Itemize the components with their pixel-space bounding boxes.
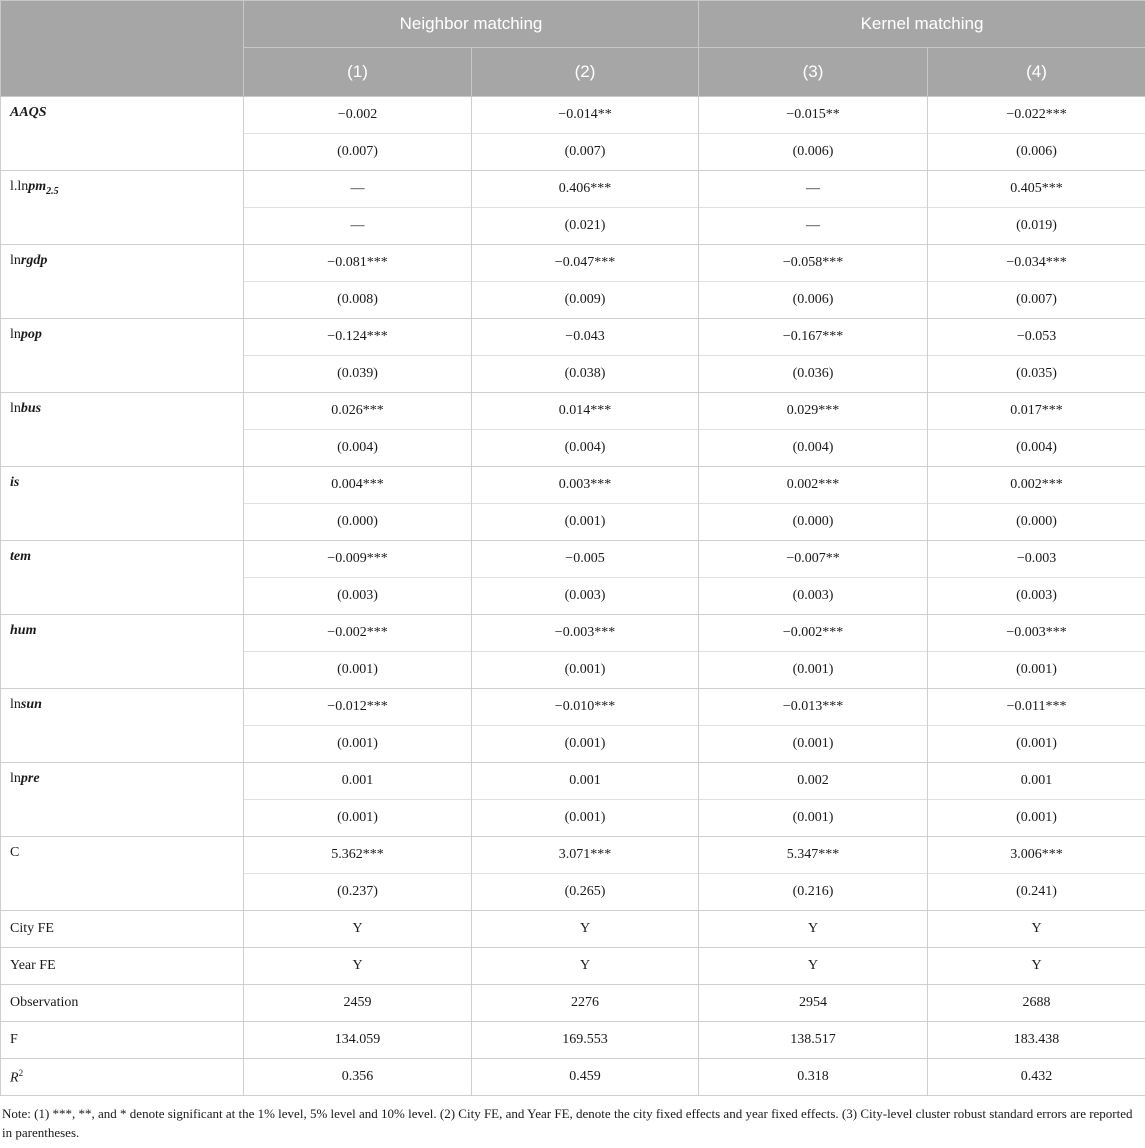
estimate-row [1, 319, 1145, 356]
standard-error-cell: (0.036) [699, 356, 928, 393]
coefficient-cell: 0.029*** [699, 393, 928, 430]
header-neighbor-matching: Neighbor matching [244, 1, 699, 48]
estimate-row [1, 171, 1145, 208]
header-col-4: (4) [928, 48, 1145, 97]
variable-label [1, 689, 244, 763]
coefficient-cell: 0.001 [928, 763, 1145, 800]
summary-cell: 2688 [928, 985, 1145, 1022]
estimate-row [1, 615, 1145, 652]
coefficient-cell: −0.167*** [699, 319, 928, 356]
coefficient-cell: 0.003*** [472, 467, 699, 504]
coefficient-cell: −0.034*** [928, 245, 1145, 282]
variable-label [1, 319, 244, 393]
coefficient-cell: −0.124*** [244, 319, 472, 356]
coefficient-cell: 3.071*** [472, 837, 699, 874]
summary-label-text: Observation [10, 995, 79, 1010]
coefficient-cell: 0.406*** [472, 171, 699, 208]
variable-name: pm [28, 179, 47, 194]
standard-error-cell: (0.003) [699, 578, 928, 615]
header-kernel-matching: Kernel matching [699, 1, 1145, 48]
estimate-row [1, 393, 1145, 430]
standard-error-cell: (0.003) [928, 578, 1145, 615]
coefficient-cell: −0.010*** [472, 689, 699, 726]
variable-subscript: 2.5 [46, 185, 59, 197]
summary-label-text: City FE [10, 921, 54, 936]
variable-prefix: l.ln [10, 179, 29, 194]
variable-name: hum [10, 623, 37, 638]
coefficient-cell: −0.058*** [699, 245, 928, 282]
variable-label [1, 171, 244, 245]
standard-error-cell: (0.000) [928, 504, 1145, 541]
standard-error-cell: — [244, 208, 472, 245]
variable-label [1, 837, 244, 911]
coefficient-cell: −0.011*** [928, 689, 1145, 726]
coefficient-cell: 0.405*** [928, 171, 1145, 208]
standard-error-cell: (0.007) [472, 134, 699, 171]
standard-error-cell: (0.006) [699, 282, 928, 319]
standard-error-cell: (0.001) [244, 800, 472, 837]
summary-cell: Y [244, 948, 472, 985]
standard-error-cell: (0.004) [244, 430, 472, 467]
summary-cell: 2459 [244, 985, 472, 1022]
coefficient-cell: −0.043 [472, 319, 699, 356]
standard-error-cell: (0.007) [928, 282, 1145, 319]
summary-cell: Y [244, 911, 472, 948]
standard-error-cell: (0.009) [472, 282, 699, 319]
coefficient-cell: 0.002*** [699, 467, 928, 504]
coefficient-cell: −0.013*** [699, 689, 928, 726]
summary-cell: 134.059 [244, 1022, 472, 1059]
summary-cell: 169.553 [472, 1022, 699, 1059]
coefficient-cell: −0.009*** [244, 541, 472, 578]
coefficient-cell: −0.012*** [244, 689, 472, 726]
coefficient-cell: 0.004*** [244, 467, 472, 504]
variable-name: bus [20, 401, 42, 416]
standard-error-cell: (0.004) [699, 430, 928, 467]
variable-name: sun [20, 697, 42, 712]
estimate-row [1, 97, 1145, 134]
summary-cell: 0.432 [928, 1059, 1145, 1096]
coefficient-cell: 5.347*** [699, 837, 928, 874]
standard-error-cell: (0.004) [928, 430, 1145, 467]
coefficient-cell: −0.003 [928, 541, 1145, 578]
summary-row [1, 911, 1145, 948]
standard-error-cell: (0.003) [244, 578, 472, 615]
header-col-3: (3) [699, 48, 928, 97]
estimate-row [1, 541, 1145, 578]
variable-name: pre [20, 771, 40, 786]
standard-error-cell: (0.001) [699, 800, 928, 837]
standard-error-cell: (0.001) [928, 800, 1145, 837]
summary-label [1, 985, 244, 1022]
coefficient-cell: −0.014** [472, 97, 699, 134]
variable-prefix: ln [10, 697, 21, 712]
estimate-row [1, 837, 1145, 874]
variable-name: is [10, 475, 20, 490]
coefficient-cell: 3.006*** [928, 837, 1145, 874]
standard-error-cell: (0.001) [699, 652, 928, 689]
standard-error-cell: (0.000) [699, 504, 928, 541]
table-note: Note: (1) ***, **, and * denote significant at the 1% level, 5% level and 10% level. (2) City FE, and Year FE, denote the city fixed effects and year fixed effects. (3) City-level cluster robust standard errors are reported in parentheses. [2, 1106, 1133, 1140]
coefficient-cell: 0.001 [472, 763, 699, 800]
standard-error-cell: (0.006) [699, 134, 928, 171]
summary-row [1, 985, 1145, 1022]
estimate-row [1, 689, 1145, 726]
coefficient-cell: −0.081*** [244, 245, 472, 282]
variable-label [1, 541, 244, 615]
standard-error-cell: (0.001) [472, 652, 699, 689]
table-body [1, 97, 1145, 1096]
summary-label-text: F [10, 1032, 18, 1047]
coefficient-cell: −0.053 [928, 319, 1145, 356]
variable-prefix: ln [10, 253, 21, 268]
standard-error-cell: (0.006) [928, 134, 1145, 171]
standard-error-cell: — [699, 208, 928, 245]
header-corner [1, 1, 244, 97]
summary-cell: Y [699, 911, 928, 948]
coefficient-cell: −0.002 [244, 97, 472, 134]
standard-error-cell: (0.001) [928, 652, 1145, 689]
summary-label [1, 1022, 244, 1059]
variable-label [1, 97, 244, 171]
variable-label [1, 467, 244, 541]
header-col-2: (2) [472, 48, 699, 97]
coefficient-cell: — [699, 171, 928, 208]
coefficient-cell: −0.003*** [472, 615, 699, 652]
coefficient-cell: 0.002*** [928, 467, 1145, 504]
standard-error-cell: (0.001) [928, 726, 1145, 763]
summary-row [1, 1022, 1145, 1059]
summary-cell: 2276 [472, 985, 699, 1022]
header-col-1: (1) [244, 48, 472, 97]
estimate-row [1, 245, 1145, 282]
summary-cell: 0.459 [472, 1059, 699, 1096]
summary-label [1, 911, 244, 948]
summary-cell: 183.438 [928, 1022, 1145, 1059]
standard-error-cell: (0.001) [472, 726, 699, 763]
coefficient-cell: 0.002 [699, 763, 928, 800]
standard-error-cell: (0.237) [244, 874, 472, 911]
standard-error-cell: (0.001) [244, 726, 472, 763]
standard-error-cell: (0.008) [244, 282, 472, 319]
variable-name: rgdp [20, 253, 48, 268]
variable-label [1, 763, 244, 837]
summary-label-text: R [10, 1070, 19, 1086]
summary-cell: Y [472, 948, 699, 985]
coefficient-cell: 0.017*** [928, 393, 1145, 430]
estimate-row [1, 467, 1145, 504]
variable-label [1, 615, 244, 689]
standard-error-cell: (0.019) [928, 208, 1145, 245]
summary-cell: 0.318 [699, 1059, 928, 1096]
standard-error-cell: (0.038) [472, 356, 699, 393]
standard-error-cell: (0.004) [472, 430, 699, 467]
coefficient-cell: −0.005 [472, 541, 699, 578]
summary-label [1, 1059, 244, 1096]
summary-cell: 0.356 [244, 1059, 472, 1096]
standard-error-cell: (0.265) [472, 874, 699, 911]
summary-cell: Y [928, 911, 1145, 948]
standard-error-cell: (0.001) [472, 504, 699, 541]
summary-row [1, 948, 1145, 985]
coefficient-cell: −0.003*** [928, 615, 1145, 652]
summary-label-text: Year FE [10, 958, 56, 973]
summary-label-superscript: 2 [18, 1067, 24, 1078]
coefficient-cell: −0.022*** [928, 97, 1145, 134]
coefficient-cell: 0.026*** [244, 393, 472, 430]
coefficient-cell: 0.001 [244, 763, 472, 800]
summary-cell: Y [699, 948, 928, 985]
variable-name: tem [10, 549, 31, 564]
variable-name: pop [20, 327, 42, 342]
table-header [1, 1, 1145, 97]
standard-error-cell: (0.021) [472, 208, 699, 245]
summary-cell: 2954 [699, 985, 928, 1022]
variable-prefix: ln [10, 401, 21, 416]
summary-cell: Y [928, 948, 1145, 985]
summary-label [1, 948, 244, 985]
summary-cell: Y [472, 911, 699, 948]
standard-error-cell: (0.003) [472, 578, 699, 615]
standard-error-cell: (0.039) [244, 356, 472, 393]
standard-error-cell: (0.001) [699, 726, 928, 763]
coefficient-cell: 0.014*** [472, 393, 699, 430]
variable-prefix: ln [10, 771, 21, 786]
summary-cell: 138.517 [699, 1022, 928, 1059]
coefficient-cell: −0.007** [699, 541, 928, 578]
coefficient-cell: −0.015** [699, 97, 928, 134]
standard-error-cell: (0.007) [244, 134, 472, 171]
coefficient-cell: −0.047*** [472, 245, 699, 282]
coefficient-cell: — [244, 171, 472, 208]
standard-error-cell: (0.001) [472, 800, 699, 837]
variable-prefix: ln [10, 327, 21, 342]
standard-error-cell: (0.000) [244, 504, 472, 541]
standard-error-cell: (0.216) [699, 874, 928, 911]
standard-error-cell: (0.001) [244, 652, 472, 689]
variable-label [1, 393, 244, 467]
variable-prefix: C [10, 845, 20, 860]
estimate-row [1, 763, 1145, 800]
coefficient-cell: 5.362*** [244, 837, 472, 874]
coefficient-cell: −0.002*** [244, 615, 472, 652]
standard-error-cell: (0.241) [928, 874, 1145, 911]
variable-label [1, 245, 244, 319]
coefficient-cell: −0.002*** [699, 615, 928, 652]
standard-error-cell: (0.035) [928, 356, 1145, 393]
variable-name: AAQS [10, 105, 47, 120]
summary-row [1, 1059, 1145, 1096]
